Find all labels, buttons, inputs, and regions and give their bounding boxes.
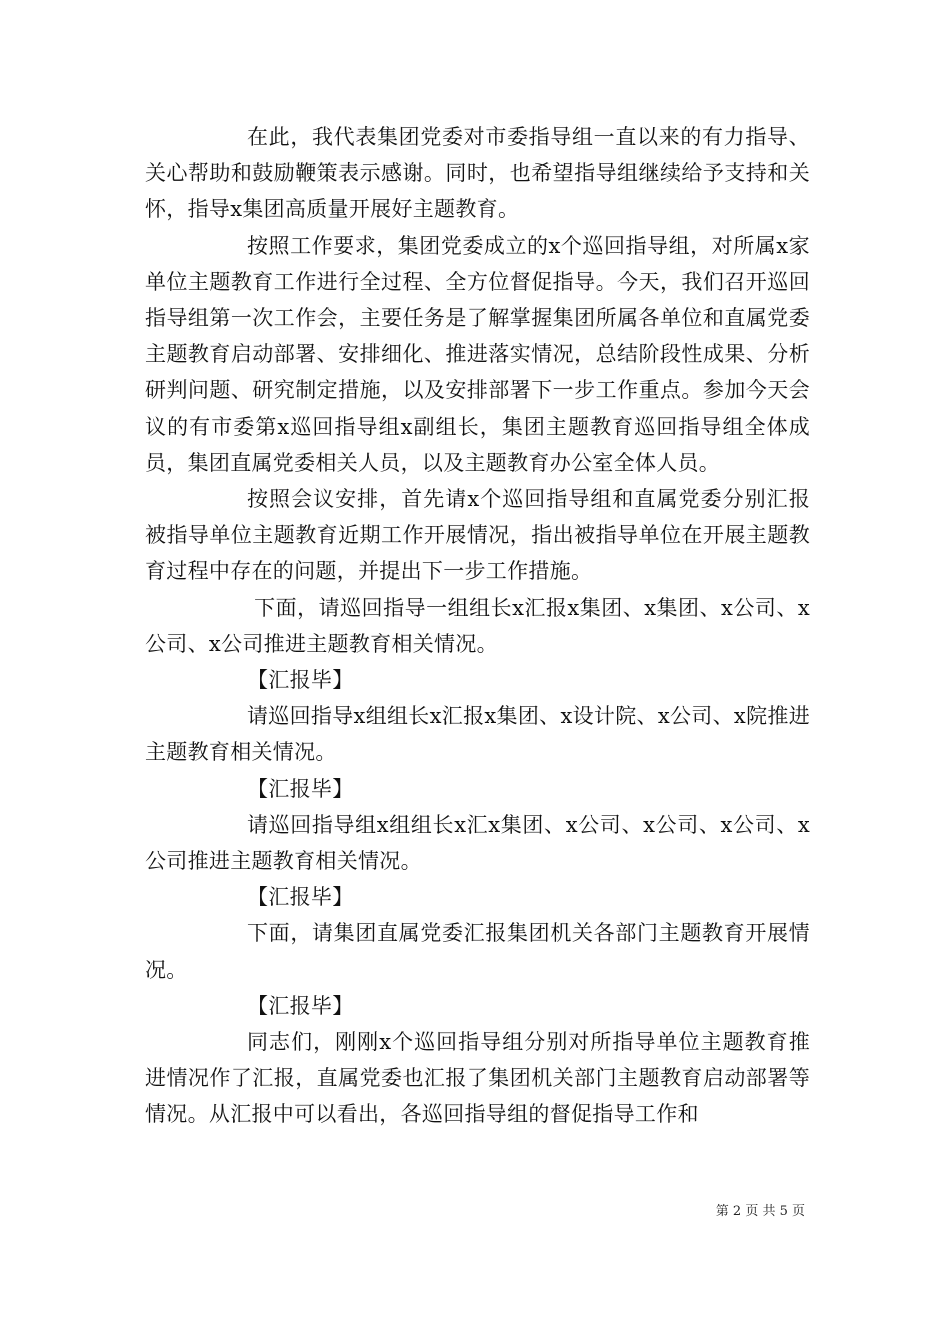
- paragraph-meeting-arrangement: 按照会议安排，首先请x个巡回指导组和直属党委分别汇报被指导单位主题教育近期工作开展情况，指出被指导单位在开展主题教育过程中存在的问题，并提出下一步工作措施。: [145, 487, 810, 584]
- page-number: [716, 1203, 805, 1221]
- paragraph-report-end: 【汇报毕】: [247, 776, 354, 801]
- paragraph-report-end: 【汇报毕】: [247, 993, 354, 1018]
- paragraph-thanks: 在此，我代表集团党委对市委指导组一直以来的有力指导、关心帮助和鼓励鞭策表示感谢。同时，也希望指导组继续给予支持和关怀，指导x集团高质量开展好主题教育。: [145, 125, 810, 222]
- paragraph-report-end: 【汇报毕】: [247, 668, 354, 693]
- paragraph-summary: 同志们，刚刚x个巡回指导组分别对所指导单位主题教育推进情况作了汇报，直属党委也汇报了集团机关部门主题教育启动部署等情况。从汇报中可以看出，各巡回指导组的督促指导工作和: [145, 1030, 810, 1127]
- paragraph-direct-committee-report: 下面，请集团直属党委汇报集团机关各部门主题教育开展情况。: [145, 921, 810, 982]
- paragraph-group-x-report: 请巡回指导x组组长x汇报x集团、x设计院、x公司、x院推进主题教育相关情况。: [145, 704, 810, 765]
- paragraph-group-one-report: 下面，请巡回指导一组组长x汇报x集团、x集团、x公司、x公司、x公司推进主题教育相关情况。: [145, 595, 810, 656]
- paragraph-work-requirements: 按照工作要求，集团党委成立的x个巡回指导组，对所属x家单位主题教育工作进行全过程、全方位督促指导。今天，我们召开巡回指导组第一次工作会，主要任务是了解掌握集团所属各单位和直属党委主题教育启动部署、安排细化、推进落实情况，总结阶段性成果、分析研判问题、研究制定措施，以及安排部署下一步工作重点。参加今天会议的有市委第x巡回指导组x副组长，集团主题教育巡回指导组全体成员，集团直属党委相关人员，以及主题教育办公室全体人员。: [145, 233, 810, 475]
- paragraph-report-end: 【汇报毕】: [247, 885, 354, 910]
- page-number-label: 第 2 页 共 5 页: [715, 1204, 805, 1219]
- document-body: [145, 119, 810, 1133]
- paragraph-group-x2-report: 请巡回指导组x组组长x汇x集团、x公司、x公司、x公司、x公司推进主题教育相关情况。: [145, 812, 810, 874]
